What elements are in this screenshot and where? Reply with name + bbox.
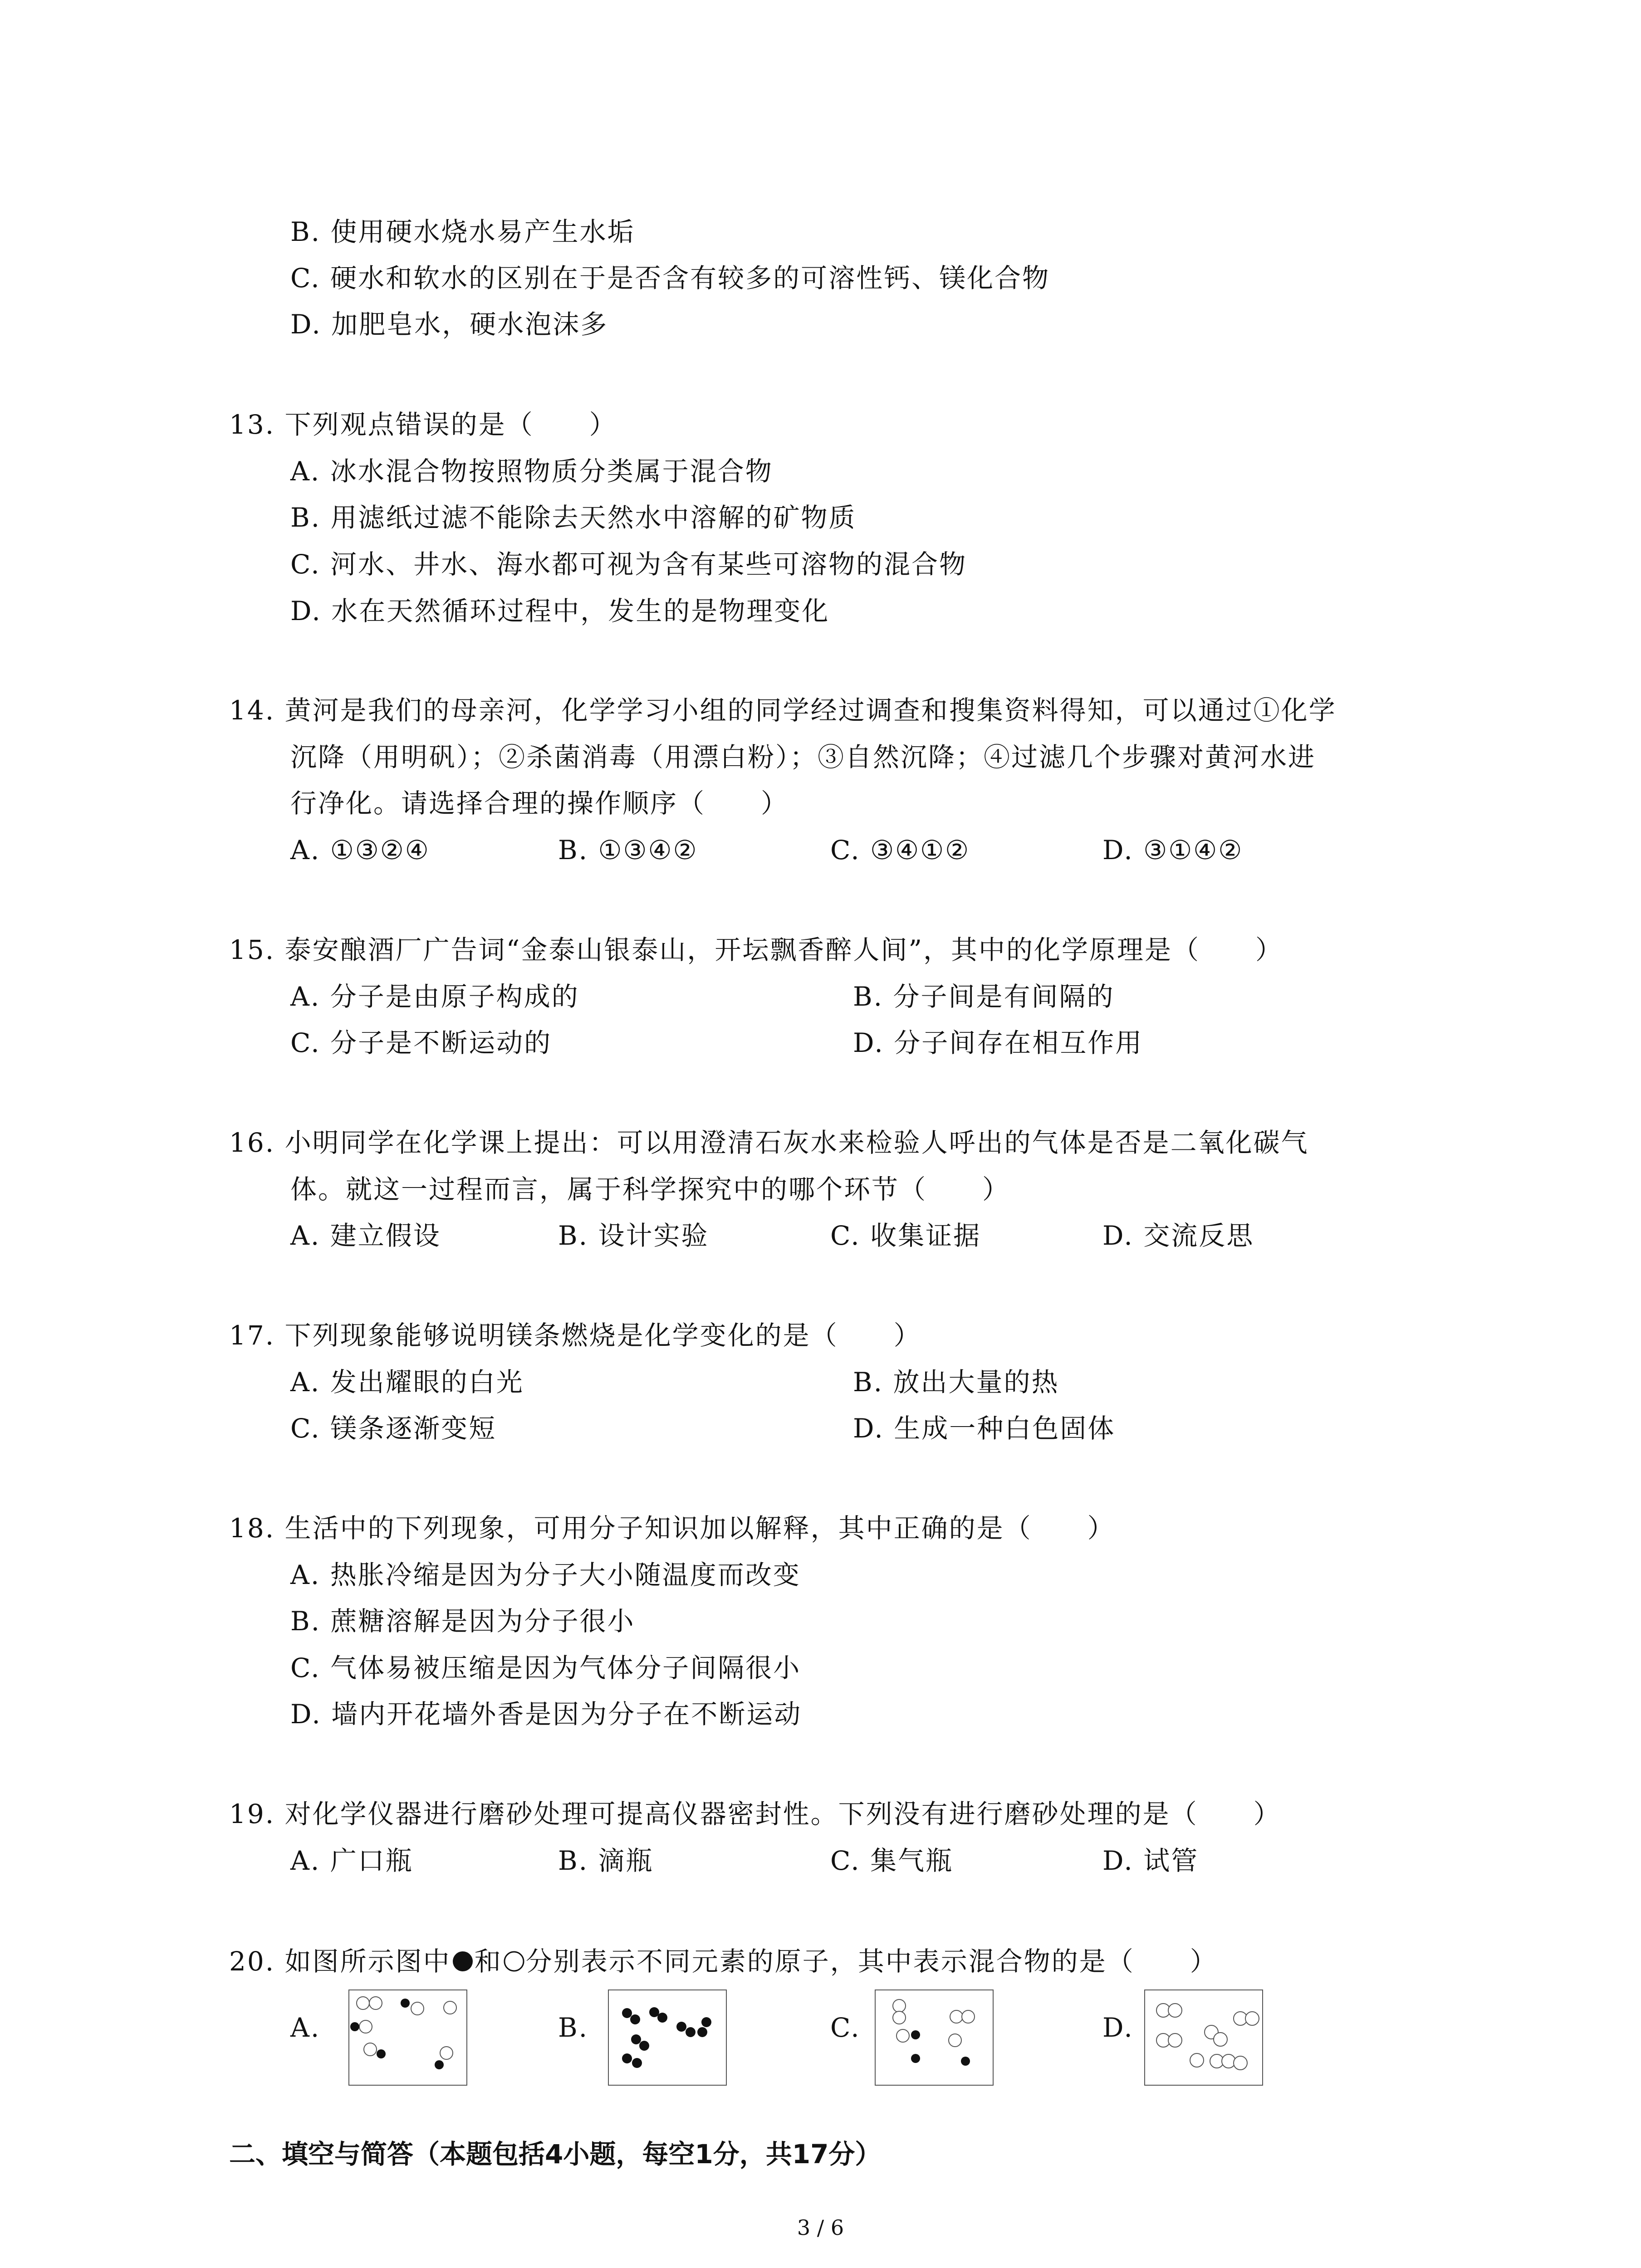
q14-option-d: D. ③①④② [1102,835,1244,865]
q14-option-c: C. ③④①② [830,835,970,865]
filled-atom-icon [451,1950,475,1973]
q20-stem-part1: 20. 如图所示图中 [229,1946,451,1977]
q14-stem-line3: 行净化。请选择合理的操作顺序（ ） [290,788,789,819]
q20-diagram-b [608,1989,727,2086]
page-number: 3 / 6 [797,2215,844,2240]
q20-label-d: D. [1102,2012,1134,2043]
q18-option-d: D. 墙内开花墙外香是因为分子在不断运动 [290,1699,802,1730]
section-two-heading: 二、填空与简答（本题包括4小题，每空1分，共17分） [229,2139,882,2170]
hollow-atom-icon [502,1950,526,1973]
q13-option-a: A. 冰水混合物按照物质分类属于混合物 [290,456,773,487]
q15-stem: 15. 泰安酿酒厂广告词“金泰山银泰山，开坛飘香醉人间”，其中的化学原理是（ ） [229,934,1283,965]
q16-option-b: B. 设计实验 [558,1220,709,1251]
diagram-d-svg [1145,1990,1262,2085]
q18-stem: 18. 生活中的下列现象，可用分子知识加以解释，其中正确的是（ ） [229,1513,1115,1544]
q17-option-b: B. 放出大量的热 [853,1367,1059,1398]
q19-option-c: C. 集气瓶 [830,1845,954,1876]
q13-option-b: B. 用滤纸过滤不能除去天然水中溶解的矿物质 [290,502,857,533]
q15-option-d: D. 分子间存在相互作用 [853,1027,1143,1058]
q14-stem-line1: 14. 黄河是我们的母亲河，化学学习小组的同学经过调查和搜集资料得知，可以通过①化学 [229,695,1337,726]
q16-option-a: A. 建立假设 [290,1220,441,1251]
q13-option-c: C. 河水、井水、海水都可视为含有某些可溶物的混合物 [290,549,967,580]
q19-stem: 19. 对化学仪器进行磨砂处理可提高仪器密封性。下列没有进行磨砂处理的是（ ） [229,1799,1281,1829]
q15-option-a: A. 分子是由原子构成的 [290,981,579,1012]
q20-diagram-d [1144,1989,1263,2086]
q14-option-b: B. ①③④② [558,835,698,865]
q20-label-c: C. [830,2012,861,2043]
q17-option-a: A. 发出耀眼的白光 [290,1367,524,1398]
q16-option-d: D. 交流反思 [1102,1220,1254,1251]
q20-stem [229,1945,1218,1978]
q12-option-c: C. 硬水和软水的区别在于是否含有较多的可溶性钙、镁化合物 [290,263,1050,293]
q13-option-d: D. 水在天然循环过程中，发生的是物理变化 [290,596,830,626]
q15-option-c: C. 分子是不断运动的 [290,1027,552,1058]
q18-option-c: C. 气体易被压缩是因为气体分子间隔很小 [290,1652,801,1683]
diagram-c-svg [876,1990,993,2085]
q19-option-b: B. 滴瓶 [558,1845,654,1876]
q20-diagram-a [348,1989,467,2086]
q20-diagram-c [875,1989,994,2086]
q18-option-a: A. 热胀冷缩是因为分子大小随温度而改变 [290,1559,801,1590]
q15-option-b: B. 分子间是有间隔的 [853,981,1115,1012]
q20-label-a: A. [290,2012,321,2043]
q12-option-b: B. 使用硬水烧水易产生水垢 [290,216,635,247]
q20-stem-part2: 和 [474,1946,502,1977]
q17-option-c: C. 镁条逐渐变短 [290,1413,497,1444]
q12-option-d: D. 加肥皂水，硬水泡沫多 [290,309,608,340]
q17-option-d: D. 生成一种白色固体 [853,1413,1116,1444]
q18-option-b: B. 蔗糖溶解是因为分子很小 [290,1606,635,1637]
q14-option-a: A. ①③②④ [290,835,430,865]
q16-option-c: C. 收集证据 [830,1220,981,1251]
q16-stem-line2: 体。就这一过程而言，属于科学探究中的哪个环节（ ） [290,1174,1010,1205]
q19-option-a: A. 广口瓶 [290,1845,413,1876]
q20-label-b: B. [558,2012,589,2043]
q17-stem: 17. 下列现象能够说明镁条燃烧是化学变化的是（ ） [229,1320,921,1351]
q14-stem-line2: 沉降（用明矾）；②杀菌消毒（用漂白粉）；③自然沉降；④过滤几个步骤对黄河水进 [290,742,1316,772]
q13-stem: 13. 下列观点错误的是（ ） [229,409,617,440]
q16-stem-line1: 16. 小明同学在化学课上提出：可以用澄清石灰水来检验人呼出的气体是否是二氧化碳气 [229,1127,1309,1158]
diagram-a-svg [349,1990,466,2085]
q20-stem-part3: 分别表示不同元素的原子，其中表示混合物的是（ ） [525,1946,1218,1977]
q19-option-d: D. 试管 [1102,1845,1199,1876]
diagram-b-svg [609,1990,726,2085]
